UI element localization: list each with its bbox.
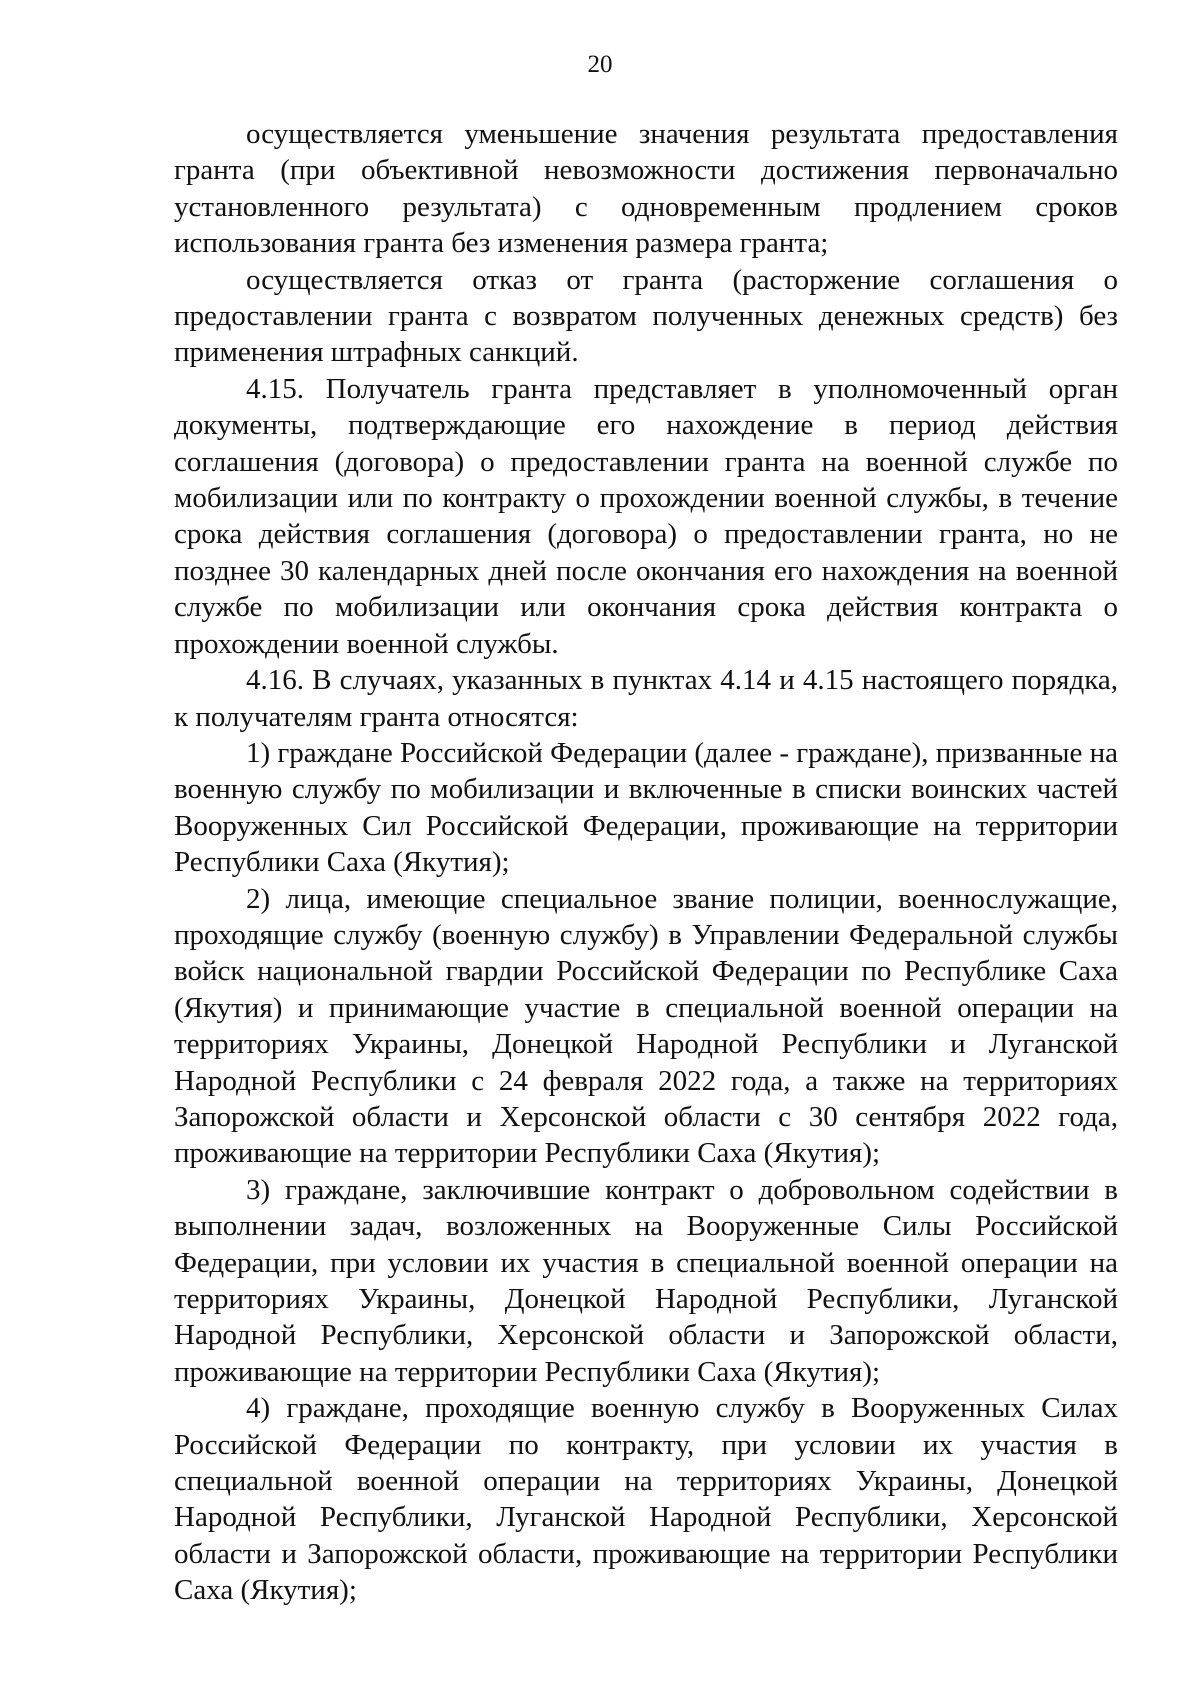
paragraph-4-15: 4.15. Получатель гранта представляет в уполномоченный орган документы, подтверждающие его нахождение в период действия соглашения (договора) о предоставлении гранта на военной службе по мобилизации или по контракту о прохождении военной службы, в течение срока действия соглашения (договора) о предоставлении гранта, но не позднее 30 календарных дней после окончания его нахождения на военной службе по мобилизации или окончания срока действия контракта о прохождении военной службы. — [174, 372, 1118, 660]
list-item-2: 2) лица, имеющие специальное звание полиции, военнослужащие, проходящие службу (военную службу) в Управлении Федеральной службы войск национальной гвардии Российской Федерации по Республике Саха (Якутия) и принимающие участие в специальной военной операции на территориях Украины, Донецкой Народной Республики и Луганской Народной Республики с 24 февраля 2022 года, а также на территориях Запорожской области и Херсонской области с 30 сентября 2022 года, проживающие на территории Республики Саха (Якутия); — [174, 882, 1118, 1170]
page-number: 20 — [587, 51, 613, 78]
list-item-3: 3) граждане, заключившие контракт о добровольном содействии в выполнении задач, возложенных на Вооруженные Силы Российской Федерации, при условии их участия в специальной военной операции на территориях Украины, Донецкой Народной Республики, Луганской Народной Республики, Херсонской области и Запорожской области, проживающие на территории Республики Саха (Якутия); — [174, 1173, 1118, 1388]
paragraph-refuse-grant: осуществляется отказ от гранта (расторжение соглашения о предоставлении гранта с возвратом полученных денежных средств) без применения штрафных санкций. — [174, 263, 1118, 369]
document-body — [174, 116, 1118, 1609]
list-item-1: 1) граждане Российской Федерации (далее - граждане), призванные на военную службу по мобилизации и включенные в списки воинских частей Вооруженных Сил Российской Федерации, проживающие на территории Республики Саха (Якутия); — [174, 736, 1118, 879]
paragraph-reduce-result: осуществляется уменьшение значения результата предоставления гранта (при объективной невозможности достижения первоначально установленного результата) с одновременным продлением сроков использования гранта без изменения размера гранта; — [174, 118, 1118, 260]
paragraph-4-16: 4.16. В случаях, указанных в пунктах 4.14 и 4.15 настоящего порядка, к получателям гранта относятся: — [174, 664, 1118, 733]
list-item-4: 4) граждане, проходящие военную службу в Вооруженных Силах Российской Федерации по контракту, при условии их участия в специальной военной операции на территориях Украины, Донецкой Народной Республики, Луганской Народной Республики, Херсонской области и Запорожской области, проживающие на территории Республики Саха (Якутия); — [174, 1392, 1118, 1607]
